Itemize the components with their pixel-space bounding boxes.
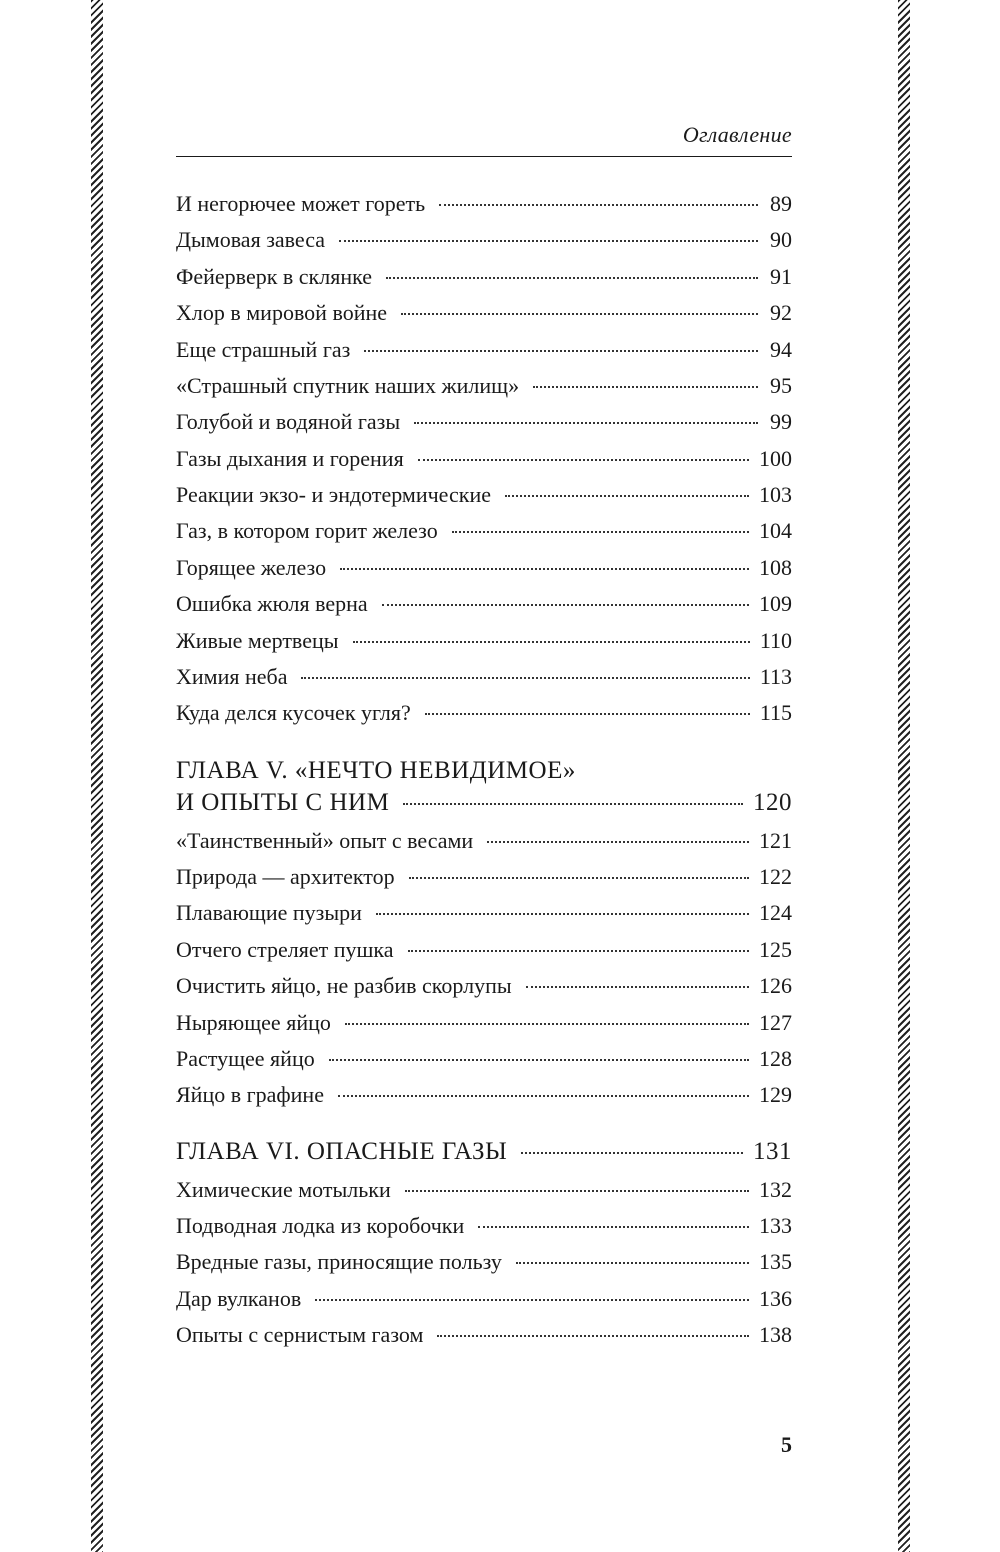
toc-entry [176,482,792,512]
page-number: 5 [781,1432,792,1457]
toc-entry [176,1249,792,1279]
running-head: Оглавление [682,122,792,147]
dot-leader [345,1023,749,1025]
toc-entry [176,518,792,548]
toc-entry-page: 108 [759,555,792,580]
dot-leader [386,277,758,279]
dot-leader [364,350,758,352]
toc-entry-title: Газ, в котором горит железо [176,518,438,543]
toc-entry-page: 100 [759,446,792,471]
toc-entry-title: Вредные газы, приносящие пользу [176,1249,502,1274]
toc-entry-page: 90 [770,227,792,252]
dot-leader [329,1059,749,1061]
toc-entry-page: 129 [759,1082,792,1107]
chapter-page: 131 [753,1138,792,1165]
toc-entry [176,1010,792,1040]
chapter-title: ГЛАВА VI. ОПАСНЫЕ ГАЗЫ [176,1138,508,1165]
toc-entry-title: Очистить яйцо, не разбив скорлупы [176,973,512,998]
toc-entry-title: Отчего стреляет пушка [176,937,394,962]
toc-entry-page: 136 [759,1286,792,1311]
toc-entry-page: 127 [759,1010,792,1035]
dot-leader [439,204,758,206]
toc-entry [176,191,792,221]
toc-entry-page: 115 [759,700,792,725]
toc-entry [176,446,792,476]
toc-entry-page: 113 [759,664,792,689]
dot-leader [526,986,749,988]
dot-leader [408,950,749,952]
decorative-border-left [91,0,103,1552]
toc-entry-title: Ныряющее яйцо [176,1010,331,1035]
toc-entry [176,227,792,257]
toc-entry [176,864,792,894]
toc-entry-title: Фейерверк в склянке [176,264,373,289]
dot-leader [521,1152,743,1154]
chapter-entry [176,1138,792,1170]
toc-entry-page: 103 [759,482,792,507]
toc-entry-title: Голубой и водяной газы [176,409,401,434]
toc-entry-title: Реакции экзо- и эндотермические [176,482,491,507]
toc-entry-title: Газы дыхания и горения [176,446,404,471]
toc-entry-title: Горящее железо [176,555,327,580]
header-rule [176,156,792,157]
dot-leader [409,877,749,879]
toc-entry [176,1213,792,1243]
dot-leader [382,604,749,606]
toc-entry [176,555,792,585]
toc-entry-page: 110 [759,628,792,653]
dot-leader [425,713,750,715]
toc-entry-title: Живые мертвецы [176,628,339,653]
dot-leader [301,677,749,679]
dot-leader [353,641,750,643]
toc-entry-title: Яйцо в графине [176,1082,324,1107]
dot-leader [516,1262,749,1264]
dot-leader [338,1095,749,1097]
dot-leader [401,313,758,315]
dot-leader [403,803,743,805]
dot-leader [487,841,749,843]
dot-leader [437,1335,749,1337]
toc-entry-title: Подводная лодка из коробочки [176,1213,465,1238]
toc-entry [176,409,792,439]
dot-leader [418,459,749,461]
toc-entry-page: 122 [759,864,792,889]
toc-entry [176,973,792,1003]
toc-entry [176,373,792,403]
toc-entry [176,264,792,294]
toc-entry [176,591,792,621]
dot-leader [339,240,758,242]
toc-entry-page: 109 [759,591,792,616]
dot-leader [376,913,749,915]
toc-entry-title: Куда делся кусочек угля? [176,700,411,725]
toc-entry-page: 133 [759,1213,792,1238]
toc-entry-title: Еще страшный газ [176,337,351,362]
toc-entry [176,1322,792,1352]
toc-entry-title: Химические мотыльки [176,1177,391,1202]
toc-entry [176,664,792,694]
toc-entry [176,337,792,367]
dot-leader [505,495,749,497]
toc-entry [176,1286,792,1316]
toc-entry [176,700,792,730]
toc-entry-title: Природа — архитектор [176,864,395,889]
toc-entry-title: «Таинственный» опыт с весами [176,828,474,853]
toc-entry [176,628,792,658]
toc-entry-title: Хлор в мировой войне [176,300,388,325]
toc-entry-title: Дымовая завеса [176,227,326,252]
dot-leader [405,1190,749,1192]
toc-entry [176,1082,792,1112]
toc-entry-page: 91 [770,264,792,289]
toc-entry-page: 95 [770,373,792,398]
toc-entry-title: Растущее яйцо [176,1046,315,1071]
toc-entry-page: 128 [759,1046,792,1071]
toc-entry-title: Плавающие пузыри [176,900,362,925]
toc-entry-title: И негорючее может гореть [176,191,426,216]
chapter-entry [176,789,792,821]
toc-entry-page: 125 [759,937,792,962]
toc-entry [176,1046,792,1076]
toc-entry [176,900,792,930]
toc-entry-title: Ошибка жюля верна [176,591,368,616]
toc-entry-title: Опыты с сернистым газом [176,1322,424,1347]
toc-entry-page: 132 [759,1177,792,1202]
toc-entry-title: Дар вулканов [176,1286,302,1311]
dot-leader [414,422,758,424]
dot-leader [533,386,758,388]
chapter-title: И ОПЫТЫ С НИМ [176,789,390,816]
toc-entry-page: 94 [770,337,792,362]
dot-leader [315,1299,749,1301]
toc-entry-page: 135 [759,1249,792,1274]
toc-entry-page: 104 [759,518,792,543]
decorative-border-right [898,0,910,1552]
dot-leader [452,531,749,533]
toc-entry [176,937,792,967]
toc-entry [176,828,792,858]
toc-entry [176,1177,792,1207]
chapter-page: 120 [753,789,792,816]
dot-leader [340,568,749,570]
toc-entry-page: 126 [759,973,792,998]
toc-entry-title: Химия неба [176,664,288,689]
toc-entry-page: 121 [759,828,792,853]
toc-entry-page: 92 [770,300,792,325]
chapter-heading: ГЛАВА V. «НЕЧТО НЕВИДИМОЕ» [176,757,576,784]
dot-leader [478,1226,749,1228]
toc-entry-title: «Страшный спутник наших жилищ» [176,373,520,398]
toc-entry-page: 124 [759,900,792,925]
toc-entry-page: 89 [770,191,792,216]
toc-entry-page: 99 [770,409,792,434]
toc-entry [176,300,792,330]
toc-entry-page: 138 [759,1322,792,1347]
